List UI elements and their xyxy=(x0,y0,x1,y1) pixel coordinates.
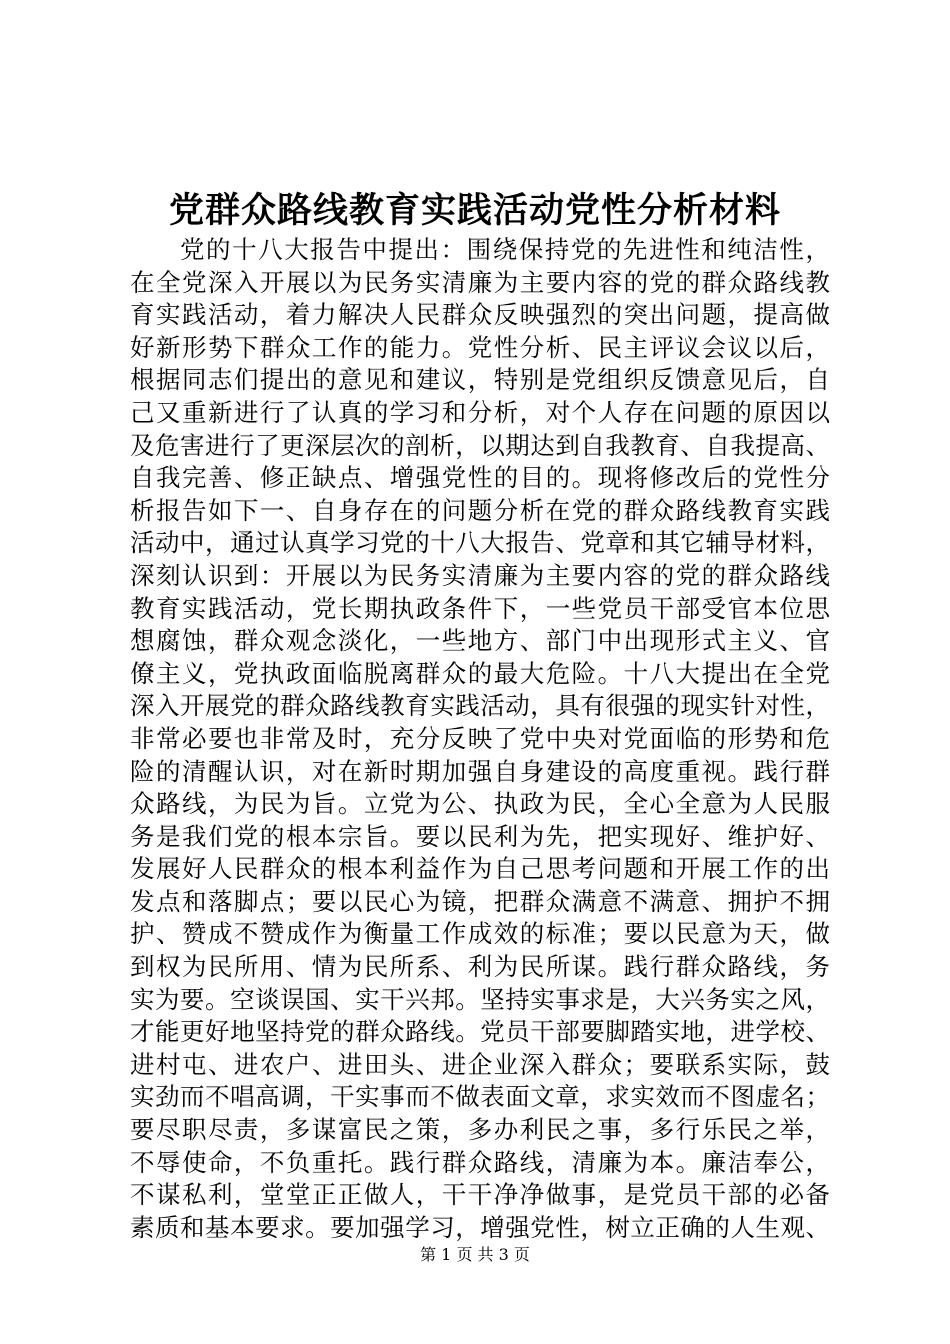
body-line: 非常必要也非常及时，充分反映了党中央对党面临的形势和危 xyxy=(130,723,830,753)
body-line: 发展好人民群众的根本利益作为自己思考问题和开展工作的出 xyxy=(130,854,830,884)
body-line: 己又重新进行了认真的学习和分析，对个人存在问题的原因以 xyxy=(130,397,830,427)
body-line: 不辱使命，不负重托。践行群众路线，清廉为本。廉洁奉公， xyxy=(130,1147,830,1177)
body-line: 好新形势下群众工作的能力。党性分析、民主评议会议以后， xyxy=(130,332,830,362)
body-line: 自我完善、修正缺点、增强党性的目的。现将修改后的党性分 xyxy=(130,463,830,493)
body-line: 析报告如下一、自身存在的问题分析在党的群众路线教育实践 xyxy=(130,495,830,525)
body-line: 实劲而不唱高调，干实事而不做表面文章，求实效而不图虚名； xyxy=(130,1082,830,1112)
document-body xyxy=(130,234,830,1244)
body-line: 教育实践活动，党长期执政条件下，一些党员干部受官本位思 xyxy=(130,593,830,623)
body-line: 到权为民所用、情为民所系、利为民所谋。践行群众路线，务 xyxy=(130,952,830,982)
document-title: 党群众路线教育实践活动党性分析材料 xyxy=(168,190,781,231)
body-line: 不谋私利，堂堂正正做人，干干净净做事，是党员干部的必备 xyxy=(130,1180,830,1210)
body-line: 才能更好地坚持党的群众路线。党员干部要脚踏实地，进学校、 xyxy=(130,1017,830,1047)
body-line: 根据同志们提出的意见和建议，特别是党组织反馈意见后，自 xyxy=(130,365,830,395)
body-line: 及危害进行了更深层次的剖析，以期达到自我教育、自我提高、 xyxy=(130,430,830,460)
body-line: 护、赞成不赞成作为衡量工作成效的标准；要以民意为天，做 xyxy=(130,919,830,949)
page-number-footer: 第 1 页 共 3 页 xyxy=(420,1245,530,1264)
body-line: 党的十八大报告中提出：围绕保持党的先进性和纯洁性， xyxy=(180,235,830,264)
body-line: 深刻认识到：开展以为民务实清廉为主要内容的党的群众路线 xyxy=(130,560,830,590)
body-line: 素质和基本要求。要加强学习，增强党性，树立正确的人生观、 xyxy=(130,1212,830,1242)
body-line: 务是我们党的根本宗旨。要以民利为先，把实现好、维护好、 xyxy=(130,821,830,851)
body-line: 进村屯、进农户、进田头、进企业深入群众；要联系实际，鼓 xyxy=(130,1049,830,1079)
body-line: 僚主义，党执政面临脱离群众的最大危险。十八大提出在全党 xyxy=(130,658,830,688)
body-line: 想腐蚀，群众观念淡化，一些地方、部门中出现形式主义、官 xyxy=(130,626,830,656)
body-line: 发点和落脚点；要以民心为镜，把群众满意不满意、拥护不拥 xyxy=(130,886,830,916)
body-line: 实为要。空谈误国、实干兴邦。坚持实事求是，大兴务实之风， xyxy=(130,984,830,1014)
body-line: 险的清醒认识，对在新时期加强自身建设的高度重视。践行群 xyxy=(130,756,830,786)
body-line: 众路线，为民为旨。立党为公、执政为民，全心全意为人民服 xyxy=(130,789,830,819)
body-line: 活动中，通过认真学习党的十八大报告、党章和其它辅导材料， xyxy=(130,528,830,558)
body-line: 育实践活动，着力解决人民群众反映强烈的突出问题，提高做 xyxy=(130,300,830,330)
body-line: 要尽职尽责，多谋富民之策，多办利民之事，多行乐民之举， xyxy=(130,1115,830,1145)
body-line: 深入开展党的群众路线教育实践活动，具有很强的现实针对性， xyxy=(130,691,830,721)
body-line: 在全党深入开展以为民务实清廉为主要内容的党的群众路线教 xyxy=(130,267,830,297)
